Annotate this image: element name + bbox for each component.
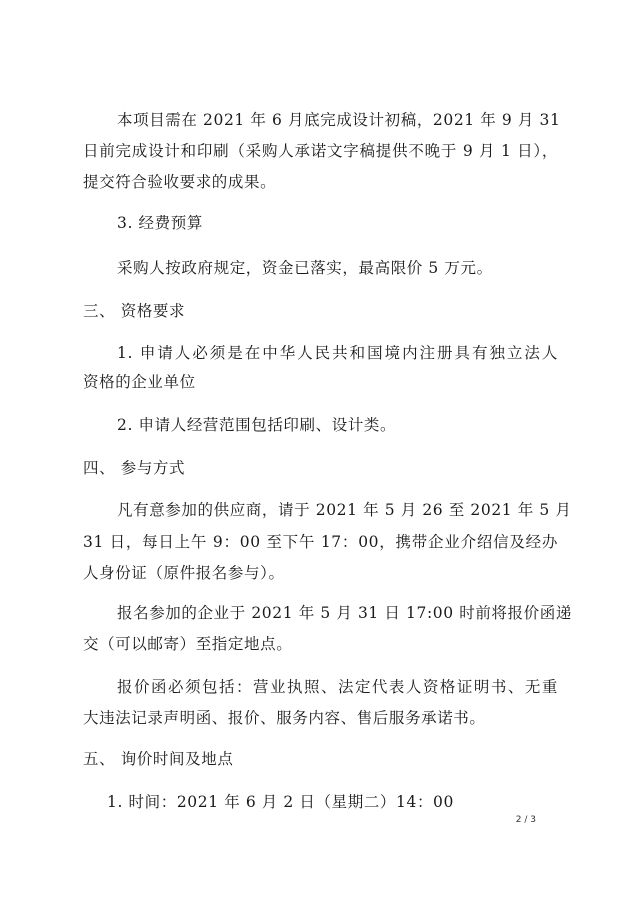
paragraph-line: 1. 申请人必须是在中华人民共和国境内注册具有独立法人 [117,344,558,362]
paragraph-line: 资格的企业单位 [83,373,196,391]
paragraph-line: 31 日，每日上午 9：00 至下午 17：00，携带企业介绍信及经办 [83,533,558,551]
section-heading: 三、 资格要求 [83,302,186,320]
paragraph-line: 提交符合验收要求的成果。 [83,173,277,191]
paragraph-line: 报价函必须包括：营业执照、法定代表人资格证明书、无重 [117,678,558,696]
section-heading: 五、 询价时间及地点 [83,750,234,768]
paragraph-line: 报名参加的企业于 2021 年 5 月 31 日 17:00 时前将报价函递 [117,604,572,622]
paragraph-line: 凡有意参加的供应商，请于 2021 年 5 月 26 至 2021 年 5 月 [117,501,572,519]
paragraph-line: 人身份证（原件报名参与）。 [83,564,285,582]
page-number: 2 / 3 [515,815,536,825]
paragraph-line: 交（可以邮寄）至指定地点。 [83,635,293,653]
section-heading: 四、 参与方式 [83,459,186,477]
paragraph-line: 大违法记录声明函、报价、服务内容、售后服务承诺书。 [83,709,486,727]
paragraph-line: 采购人按政府规定，资金已落实，最高限价 5 万元。 [117,259,493,277]
list-item: 1. 时间：2021 年 6 月 2 日（星期二）14：00 [107,793,454,811]
paragraph-line: 日前完成设计和印刷（采购人承诺文字稿提供不晚于 9 月 1 日）， [83,142,558,160]
subsection-heading: 3. 经费预算 [117,214,203,232]
paragraph-line: 2. 申请人经营范围包括印刷、设计类。 [117,416,397,434]
paragraph-line: 本项目需在 2021 年 6 月底完成设计初稿，2021 年 9 月 31 [117,111,561,129]
